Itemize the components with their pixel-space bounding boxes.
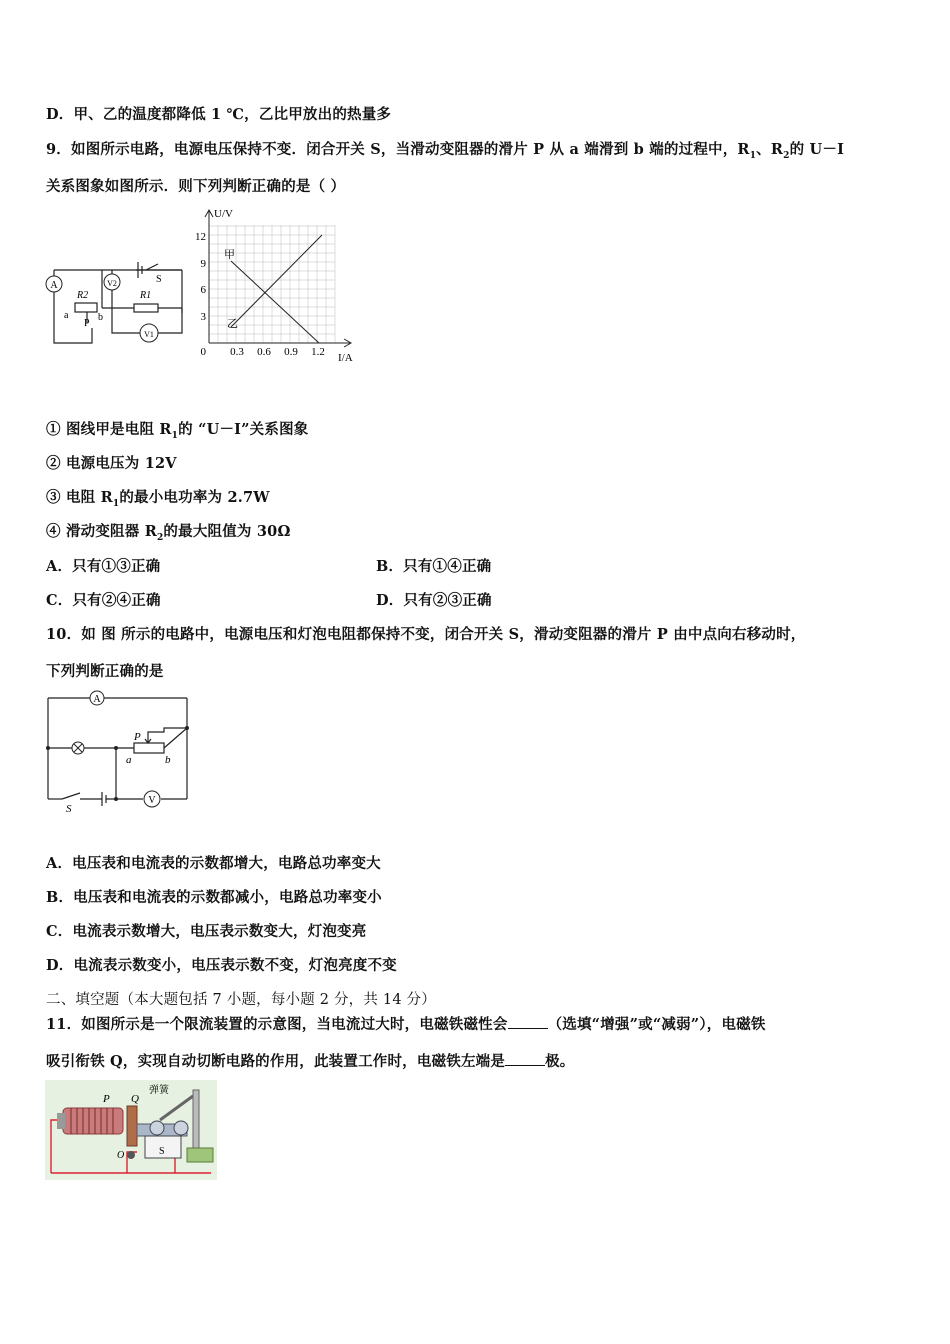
q9-stem-line1: 9．如图所示电路，电源电压保持不变．闭合开关 S，当滑动变阻器的滑片 P 从 a 端滑到 b 端的过程中，$R_1$、$R_2$的 U－I xyxy=(46,141,845,161)
svg-text:I/A: I/A xyxy=(338,352,353,364)
q9-option-c[interactable]: C．只有②④正确 xyxy=(46,592,161,609)
svg-text:S: S xyxy=(66,803,72,815)
line-jia xyxy=(231,261,319,343)
q9-circuit-figure xyxy=(42,248,192,348)
svg-text:6: 6 xyxy=(200,284,206,296)
q10-stem-line2: 下列判断正确的是 xyxy=(46,663,164,680)
svg-text:9: 9 xyxy=(200,258,206,270)
svg-text:0.9: 0.9 xyxy=(284,346,298,358)
svg-text:1.2: 1.2 xyxy=(311,346,325,358)
svg-text:P: P xyxy=(103,1093,110,1105)
q10-option-d[interactable]: D．电流表示数变小，电压表示数不变，灯泡亮度不变 xyxy=(46,957,397,974)
svg-text:甲: 甲 xyxy=(224,249,235,261)
svg-text:弹簧: 弹簧 xyxy=(149,1085,169,1096)
svg-text:U/V: U/V xyxy=(214,208,233,220)
svg-text:S: S xyxy=(156,274,162,285)
q9-statement-2: ② 电源电压为 12V xyxy=(46,455,177,472)
q9-statement-3: ③ 电阻 $R_1$的最小电功率为 2.7W xyxy=(46,489,270,509)
q9-statement-4: ④ 滑动变阻器 $R_2$的最大阻值为 30Ω xyxy=(46,523,291,543)
q11-line1: 11．如图所示是一个限流装置的示意图，当电流过大时，电磁铁磁性会 （选填“增强”或“减弱”），电磁铁 xyxy=(46,1016,766,1033)
q10-option-b[interactable]: B．电压表和电流表的示数都减小，电路总功率变小 xyxy=(46,889,382,906)
svg-text:V: V xyxy=(148,795,156,806)
svg-text:0.3: 0.3 xyxy=(230,346,244,358)
armature-q xyxy=(127,1106,137,1146)
svg-text:R2: R2 xyxy=(77,290,89,301)
svg-text:0.6: 0.6 xyxy=(257,346,271,358)
svg-text:Q: Q xyxy=(131,1093,139,1105)
svg-text:P: P xyxy=(84,318,90,329)
q9-stem-line2: 关系图象如图所示．则下列判断正确的是（ ） xyxy=(46,178,346,195)
q9-option-a[interactable]: A．只有①③正确 xyxy=(46,558,161,575)
svg-text:3: 3 xyxy=(200,311,206,323)
svg-text:a: a xyxy=(126,754,132,766)
svg-text:S: S xyxy=(159,1146,165,1157)
line-yi xyxy=(231,235,322,327)
q9-option-b[interactable]: B．只有①④正确 xyxy=(376,558,492,575)
q10-circuit-figure xyxy=(40,686,200,816)
q10-stem-line1: 10．如 图 所示的电路中，电源电压和灯泡电阻都保持不变，闭合开关 S，滑动变阻器的滑片 P 由中点向右移动时， xyxy=(46,626,806,643)
svg-text:R1: R1 xyxy=(140,290,152,301)
q9-uv-graph xyxy=(190,203,370,368)
svg-text:O: O xyxy=(117,1150,125,1161)
q11-line2: 吸引衔铁 Q，实现自动切断电路的作用，此装置工作时，电磁铁左端是 极。 xyxy=(46,1053,575,1070)
svg-text:P: P xyxy=(134,731,141,743)
svg-text:A: A xyxy=(93,694,101,705)
svg-text:a: a xyxy=(64,310,69,321)
q8-option-d: D．甲、乙的温度都降低 1 ℃，乙比甲放出的热量多 xyxy=(46,106,392,123)
svg-text:b: b xyxy=(165,754,171,766)
section-2-heading: 二、填空题（本大题包括 7 小题，每小题 2 分，共 14 分） xyxy=(46,992,436,1008)
svg-text:12: 12 xyxy=(195,231,206,243)
answer-blank-1[interactable] xyxy=(508,1016,548,1029)
q10-option-c[interactable]: C．电流表示数增大，电压表示数变大，灯泡变亮 xyxy=(46,923,367,940)
q9-option-d[interactable]: D．只有②③正确 xyxy=(376,592,492,609)
svg-text:V1: V1 xyxy=(144,330,154,339)
q11-current-limiter-figure xyxy=(45,1080,217,1180)
svg-text:0: 0 xyxy=(200,346,206,358)
q9-statement-1: ① 图线甲是电阻 $R_1$的 “U－I”关系图象 xyxy=(46,421,309,441)
svg-text:乙: 乙 xyxy=(227,318,238,330)
svg-text:A: A xyxy=(50,280,58,291)
svg-text:b: b xyxy=(98,312,103,323)
q10-option-a[interactable]: A．电压表和电流表的示数都增大，电路总功率变大 xyxy=(46,855,381,872)
answer-blank-2[interactable] xyxy=(505,1053,545,1066)
svg-text:V2: V2 xyxy=(107,279,117,288)
